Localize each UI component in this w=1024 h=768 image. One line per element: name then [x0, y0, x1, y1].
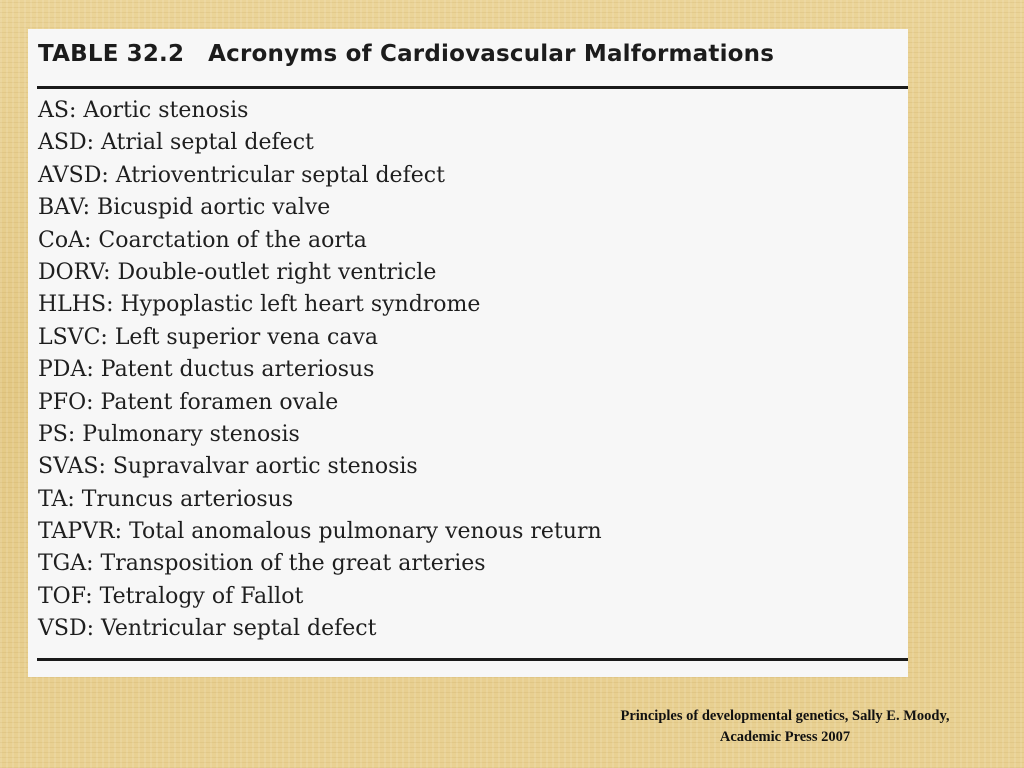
list-item: LSVC: Left superior vena cava — [38, 324, 378, 350]
table-label: TABLE — [38, 41, 119, 67]
table-number: 32.2 — [126, 41, 185, 67]
list-item: BAV: Bicuspid aortic valve — [38, 195, 331, 221]
acronym-meaning: Coarctation of the aorta — [98, 227, 367, 253]
list-item: AVSD: Atrioventricular septal defect — [38, 162, 445, 188]
acronym-meaning: Tetralogy of Fallot — [99, 583, 304, 609]
acronym: VSD — [38, 616, 87, 642]
list-item: DORV: Double-outlet right ventricle — [38, 259, 437, 285]
citation-line-1: Principles of developmental genetics, Sally E. Moody, — [620, 708, 950, 724]
acronym-meaning: Double-outlet right ventricle — [117, 259, 437, 285]
acronym-meaning: Transposition of the great arteries — [100, 551, 486, 577]
acronym: AS — [38, 98, 69, 123]
list-item: AS: Aortic stenosis — [38, 98, 249, 123]
list-item: ASD: Atrial septal defect — [38, 130, 314, 156]
acronym: BAV — [38, 195, 83, 221]
acronym-meaning: Supravalvar aortic stenosis — [112, 454, 418, 480]
acronym: ASD — [38, 130, 87, 156]
list-item: VSD: Ventricular septal defect — [38, 616, 377, 642]
list-item: TA: Truncus arteriosus — [38, 486, 294, 512]
list-item: TAPVR: Total anomalous pulmonary venous return — [38, 519, 602, 545]
acronym: LSVC — [38, 324, 101, 350]
citation-line-2: Academic Press 2007 — [719, 729, 851, 745]
list-item: PS: Pulmonary stenosis — [38, 421, 300, 447]
list-item: HLHS: Hypoplastic left heart syndrome — [38, 292, 481, 318]
list-item: PDA: Patent ductus arteriosus — [38, 357, 375, 383]
list-item: PFO: Patent foramen ovale — [38, 389, 339, 415]
acronym-meaning: Bicuspid aortic valve — [97, 195, 331, 221]
bottom-rule — [37, 658, 908, 661]
citation — [580, 706, 990, 748]
acronym-meaning: Truncus arteriosus — [81, 486, 294, 512]
acronym-meaning: Aortic stenosis — [83, 98, 249, 123]
table-title — [38, 41, 774, 67]
acronym-meaning: Patent foramen ovale — [100, 389, 339, 415]
acronym-meaning: Total anomalous pulmonary venous return — [129, 519, 602, 545]
acronym: PS — [38, 421, 68, 447]
list-item: TGA: Transposition of the great arteries — [38, 551, 486, 577]
acronym: TAPVR — [38, 519, 115, 545]
acronym: TGA — [38, 551, 87, 577]
acronym: DORV — [38, 259, 104, 285]
acronym-list — [38, 95, 602, 646]
acronym-meaning: Pulmonary stenosis — [82, 421, 300, 447]
acronym: TA — [38, 486, 68, 512]
acronym: TOF — [38, 583, 86, 609]
table-card — [28, 29, 908, 677]
list-item: CoA: Coarctation of the aorta — [38, 227, 367, 253]
acronym-meaning: Left superior vena cava — [114, 324, 378, 350]
acronym: HLHS — [38, 292, 107, 318]
acronym-meaning: Atrial septal defect — [101, 130, 314, 156]
acronym-meaning: Patent ductus arteriosus — [100, 357, 375, 383]
list-item: SVAS: Supravalvar aortic stenosis — [38, 454, 418, 480]
acronym: PFO — [38, 389, 87, 415]
acronym-meaning: Hypoplastic left heart syndrome — [120, 292, 481, 318]
acronym: PDA — [38, 357, 87, 383]
acronym: CoA — [38, 227, 84, 253]
acronym-meaning: Atrioventricular septal defect — [115, 162, 445, 188]
list-item: TOF: Tetralogy of Fallot — [38, 583, 304, 609]
acronym: AVSD — [38, 162, 102, 188]
acronym: SVAS — [38, 454, 99, 480]
acronym-meaning: Ventricular septal defect — [101, 616, 377, 642]
table-caption: Acronyms of Cardiovascular Malformations — [208, 41, 775, 67]
top-rule — [37, 86, 908, 89]
